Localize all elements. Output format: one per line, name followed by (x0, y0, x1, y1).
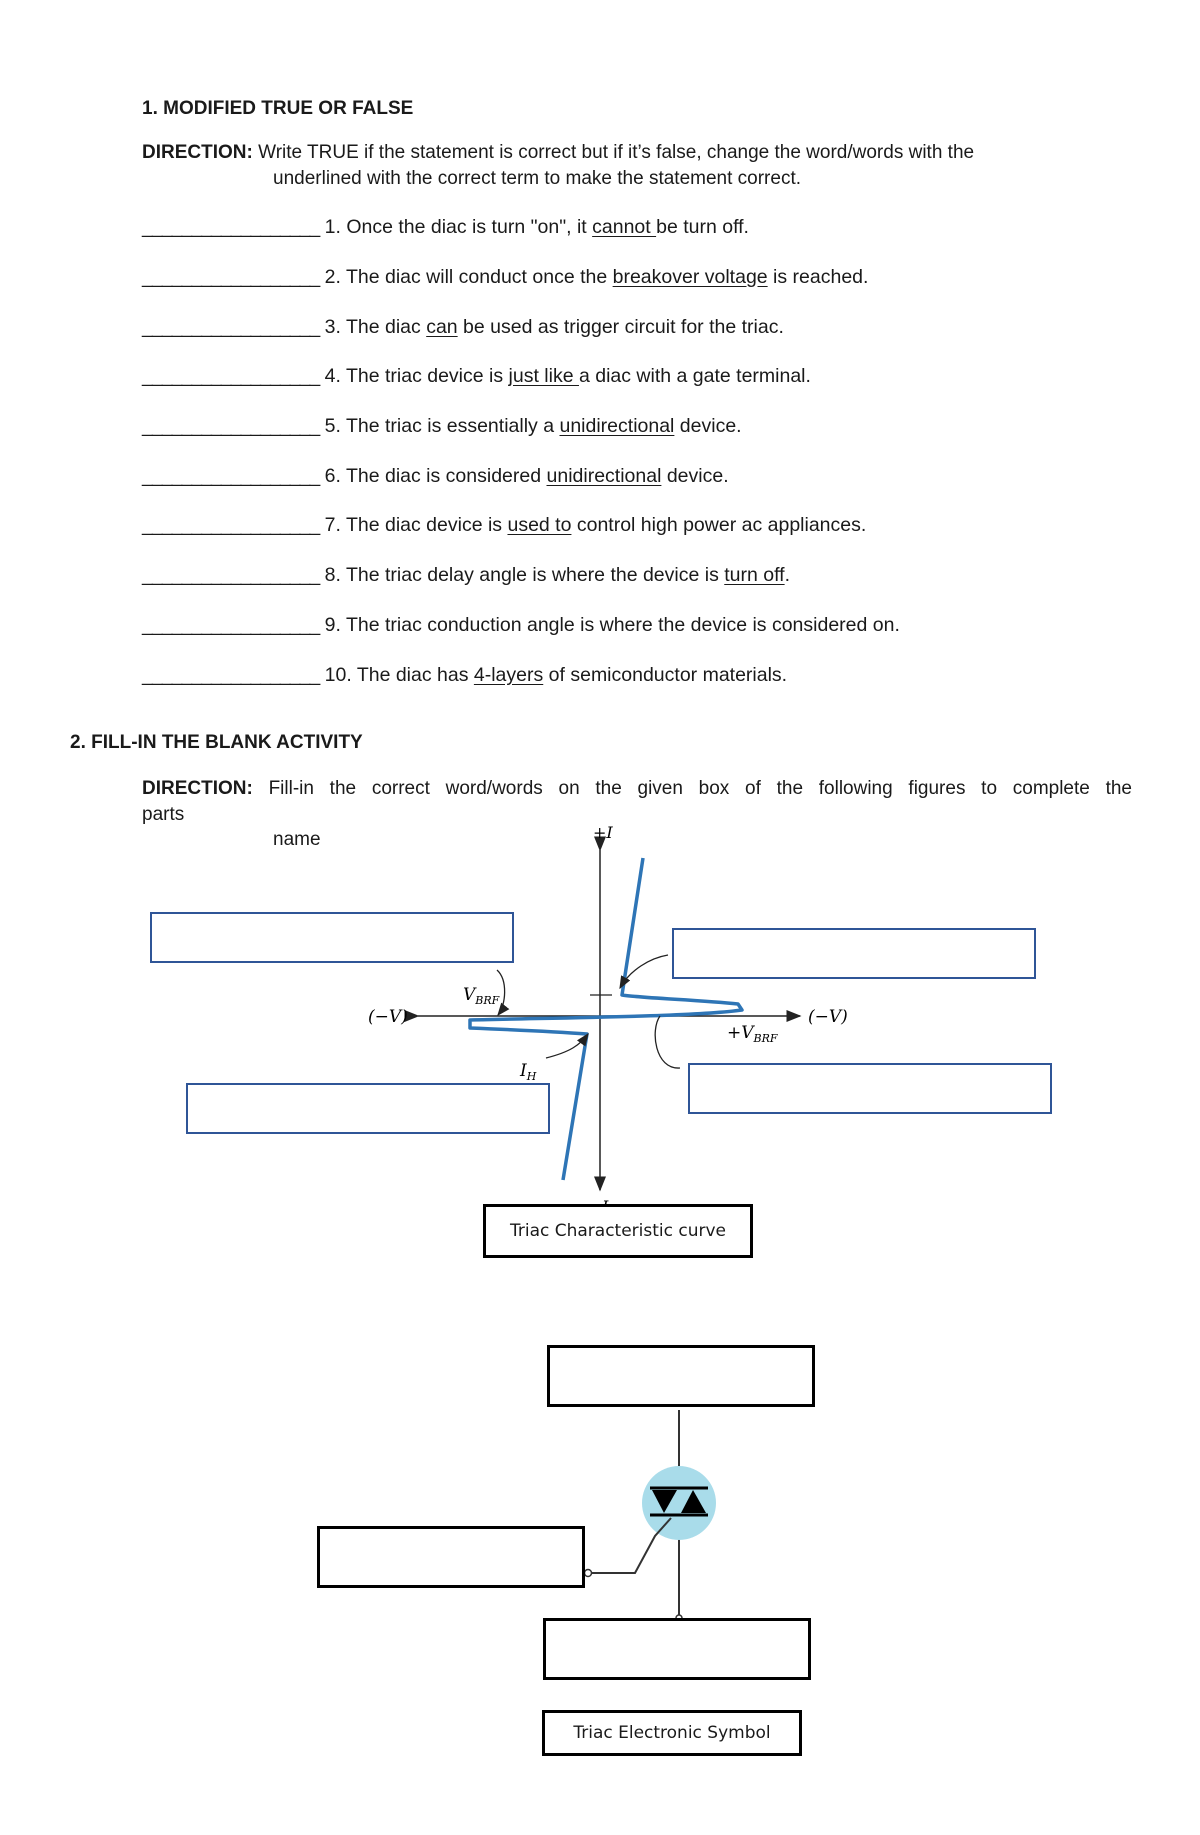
plus-i-label: +I (593, 823, 613, 842)
question-text: 3. The diac (324, 316, 427, 338)
figure2-caption: Triac Electronic Symbol (542, 1710, 802, 1756)
question-item (142, 564, 790, 587)
underlined-term: can (426, 316, 458, 338)
question-text: 9. The triac conduction angle is where the device is considered on. (324, 614, 900, 636)
answer-box-top-left[interactable] (150, 912, 514, 963)
question-text: 1. Once the diac is turn "on", it (324, 216, 593, 238)
answer-box-gate[interactable] (317, 1526, 585, 1588)
question-item (142, 415, 742, 438)
question-text: 5. The triac is essentially a (324, 415, 560, 437)
underlined-term: breakover voltage (612, 266, 768, 288)
direction-text-line1: Fill-in the correct word/words on the given box of the following figures to complete the (268, 778, 1132, 799)
question-text-end: is reached. (767, 266, 869, 288)
direction-label: DIRECTION: (142, 142, 253, 163)
answer-blank[interactable]: __________________ (142, 664, 320, 686)
question-item (142, 216, 749, 239)
direction-text-line2: parts (142, 804, 185, 825)
question-item (142, 465, 729, 488)
v-brf-pos-label: $+V_{BRF}$ (727, 1023, 778, 1045)
question-text: 8. The triac delay angle is where the device is (324, 564, 725, 586)
question-text-end: a diac with a gate terminal. (578, 365, 811, 387)
question-text-end: device. (674, 415, 742, 437)
answer-blank[interactable]: __________________ (142, 365, 320, 387)
question-text: 6. The diac is considered (324, 465, 547, 487)
question-text: 2. The diac will conduct once the (324, 266, 613, 288)
v-brf-neg-label: $V_{BRF}$ (463, 985, 500, 1007)
section2-direction (142, 776, 1132, 802)
answer-box-bottom-left[interactable] (186, 1083, 550, 1134)
question-item (142, 266, 868, 289)
question-text: 7. The diac device is (324, 514, 508, 536)
triac-characteristic-figure (0, 820, 1200, 1240)
question-item (142, 316, 784, 339)
question-item (142, 365, 811, 388)
underlined-term: turn off (724, 564, 785, 586)
question-text-end: of semiconductor materials. (543, 664, 788, 686)
underlined-term: unidirectional (546, 465, 662, 487)
question-text: 4. The triac device is (324, 365, 509, 387)
answer-blank[interactable]: __________________ (142, 514, 320, 536)
question-text: 10. The diac has (324, 664, 474, 686)
question-item (142, 514, 866, 537)
pos-v-label: (−V) (808, 1007, 848, 1027)
underlined-term: just like (508, 365, 579, 387)
section1-title: 1. MODIFIED TRUE OR FALSE (142, 98, 414, 119)
question-text-end: control high power ac appliances. (571, 514, 867, 536)
answer-blank[interactable]: __________________ (142, 266, 320, 288)
question-text-end: be turn off. (656, 216, 749, 238)
symbol-circle (642, 1466, 716, 1540)
answer-box-mt2[interactable] (547, 1345, 815, 1407)
underlined-term: 4-layers (473, 664, 544, 686)
question-item (142, 664, 787, 687)
neg-v-label: (−V) (368, 1007, 408, 1027)
direction-text-line2: underlined with the correct term to make the statement correct. (273, 168, 802, 189)
direction-text-line3: name (273, 829, 321, 850)
answer-box-mt1[interactable] (543, 1618, 811, 1680)
answer-blank[interactable]: __________________ (142, 415, 320, 437)
underlined-term: unidirectional (559, 415, 675, 437)
question-text-end: device. (661, 465, 729, 487)
underlined-term: used to (507, 514, 572, 536)
answer-blank[interactable]: __________________ (142, 465, 320, 487)
direction-text-line1: Write TRUE if the statement is correct but if it’s false, change the word/words with the (258, 142, 975, 163)
direction-label: DIRECTION: (142, 778, 253, 799)
answer-blank[interactable]: __________________ (142, 614, 320, 636)
section1-direction (142, 140, 1102, 166)
question-text-end: . (784, 564, 791, 586)
answer-box-top-right[interactable] (672, 928, 1036, 979)
answer-box-bottom-right[interactable] (688, 1063, 1052, 1114)
answer-blank[interactable]: __________________ (142, 564, 320, 586)
answer-blank[interactable]: __________________ (142, 316, 320, 338)
underlined-term: cannot (592, 216, 657, 238)
answer-blank[interactable]: __________________ (142, 216, 320, 238)
question-text-end: be used as trigger circuit for the triac. (457, 316, 784, 338)
question-item (142, 614, 900, 637)
section2-title: 2. FILL-IN THE BLANK ACTIVITY (70, 732, 363, 753)
figure1-caption: Triac Characteristic curve (483, 1204, 753, 1258)
i-h-label: $I_H$ (520, 1061, 537, 1083)
